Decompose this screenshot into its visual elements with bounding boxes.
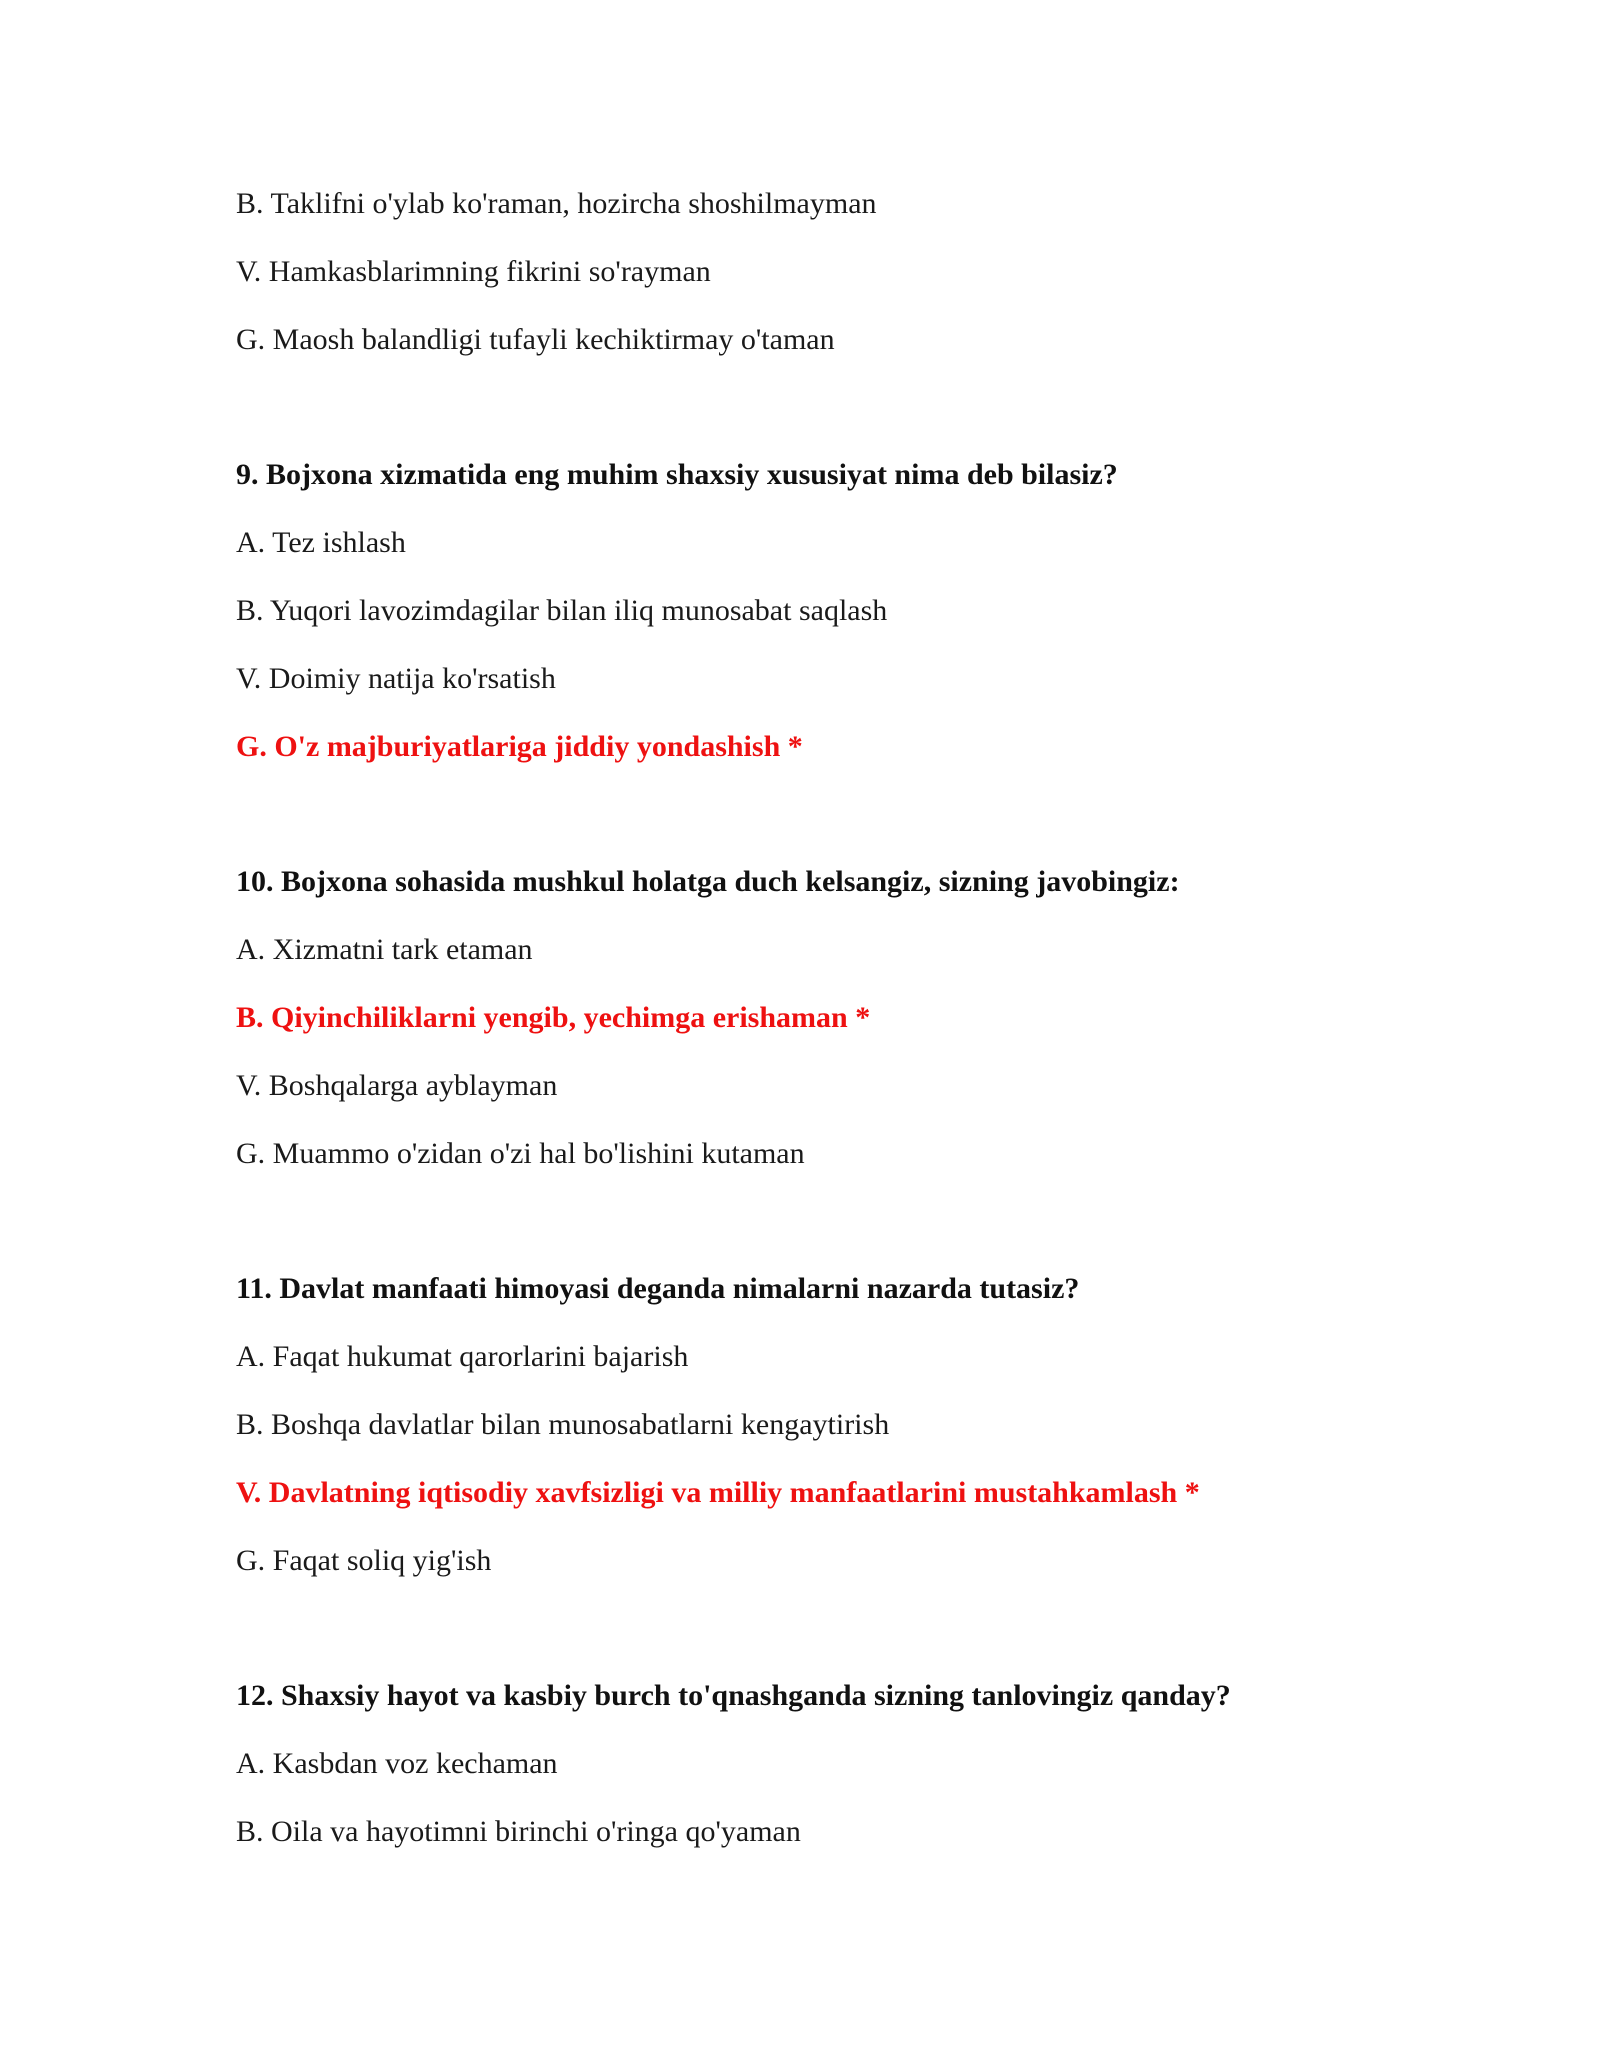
- answer-option: G. Faqat soliq yig'ish: [236, 1544, 492, 1577]
- answer-option: V. Boshqalarga ayblayman: [236, 1069, 558, 1102]
- question-text: 12. Shaxsiy hayot va kasbiy burch to'qnashganda sizning tanlovingiz qanday?: [236, 1679, 1231, 1712]
- question-text: 11. Davlat manfaati himoyasi deganda nimalarni nazarda tutasiz?: [236, 1272, 1080, 1305]
- answer-option: B. Taklifni o'ylab ko'raman, hozircha shoshilmayman: [236, 187, 877, 220]
- question-text: 10. Bojxona sohasida mushkul holatga duch kelsangiz, sizning javobingiz:: [236, 865, 1180, 898]
- answer-option: V. Doimiy natija ko'rsatish: [236, 662, 556, 695]
- question-block: [236, 457, 1436, 765]
- answer-option: B. Boshqa davlatlar bilan munosabatlarni kengaytirish: [236, 1408, 890, 1441]
- correct-answer-option: G. O'z majburiyatlariga jiddiy yondashish *: [236, 730, 803, 763]
- answer-option: G. Muammo o'zidan o'zi hal bo'lishini kutaman: [236, 1137, 805, 1170]
- answer-option: B. Yuqori lavozimdagilar bilan iliq munosabat saqlash: [236, 594, 888, 627]
- quiz-content: [236, 186, 1436, 1882]
- answer-option: B. Oila va hayotimni birinchi o'ringa qo'yaman: [236, 1815, 801, 1848]
- question-block: [236, 186, 1436, 358]
- question-text: 9. Bojxona xizmatida eng muhim shaxsiy xususiyat nima deb bilasiz?: [236, 458, 1118, 491]
- answer-option: G. Maosh balandligi tufayli kechiktirmay o'taman: [236, 323, 835, 356]
- correct-answer-option: B. Qiyinchiliklarni yengib, yechimga erishaman *: [236, 1001, 871, 1034]
- answer-option: V. Hamkasblarimning fikrini so'rayman: [236, 255, 711, 288]
- answer-option: A. Faqat hukumat qarorlarini bajarish: [236, 1340, 689, 1373]
- answer-option: A. Xizmatni tark etaman: [236, 933, 533, 966]
- answer-option: A. Kasbdan voz kechaman: [236, 1747, 558, 1780]
- question-block: [236, 864, 1436, 1172]
- spacer: [236, 797, 1436, 864]
- spacer: [236, 1611, 1436, 1678]
- answer-option: A. Tez ishlash: [236, 526, 406, 559]
- question-block: [236, 1678, 1436, 1850]
- question-block: [236, 1271, 1436, 1579]
- correct-answer-option: V. Davlatning iqtisodiy xavfsizligi va milliy manfaatlarini mustahkamlash *: [236, 1476, 1200, 1509]
- spacer: [236, 390, 1436, 457]
- spacer: [236, 1204, 1436, 1271]
